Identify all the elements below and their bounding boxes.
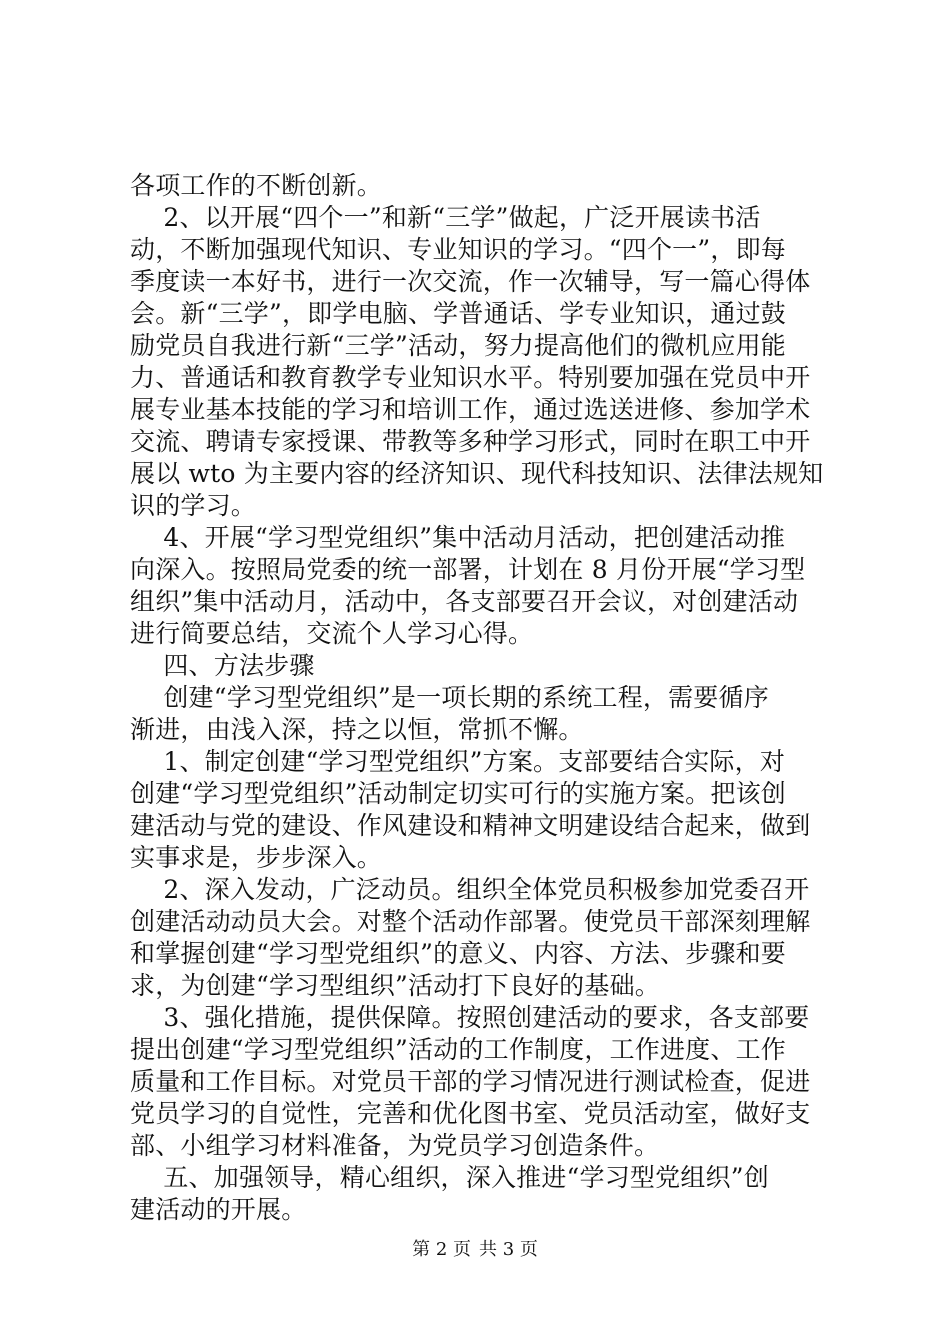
text-line: 建活动的开展。 <box>130 1195 307 1224</box>
page-total: 共 3 页 <box>479 1239 538 1260</box>
text-line: 4、开展“学习型党组织”集中活动月活动，把创建活动推 <box>130 523 786 552</box>
text-line: 各项工作的不断创新。 <box>130 171 383 200</box>
paragraph <box>130 650 830 682</box>
page-footer <box>0 1235 950 1261</box>
text-line: 展专业基本技能的学习和培训工作，通过选送进修、参加学术 <box>130 395 811 424</box>
text-line: 励党员自我进行新“三学”活动，努力提高他们的微机应用能 <box>130 331 786 360</box>
text-line: 1、制定创建“学习型党组织”方案。支部要结合实际，对 <box>130 747 786 776</box>
text-line: 进行简要总结，交流个人学习心得。 <box>130 619 534 648</box>
paragraph <box>130 746 830 874</box>
text-line: 创建“学习型党组织”是一项长期的系统工程，需要循序 <box>130 683 769 712</box>
paragraph <box>130 522 830 650</box>
text-line: 五、加强领导，精心组织，深入推进“学习型党组织”创 <box>130 1163 769 1192</box>
text-line: 季度读一本好书，进行一次交流，作一次辅导，写一篇心得体 <box>130 267 811 296</box>
text-line: 建活动与党的建设、作风建设和精神文明建设结合起来，做到 <box>130 811 811 840</box>
paragraph <box>130 1002 830 1162</box>
text-line: 组织”集中活动月，活动中，各支部要召开会议，对创建活动 <box>130 587 799 616</box>
text-line: 力、普通话和教育教学专业知识水平。特别要加强在党员中开 <box>130 363 811 392</box>
text-line: 2、以开展“四个一”和新“三学”做起，广泛开展读书活 <box>130 203 761 232</box>
document-body <box>130 170 830 1226</box>
text-line: 向深入。按照局党委的统一部署，计划在 8 月份开展“学习型 <box>130 555 806 584</box>
page-number: 第 2 页 <box>412 1239 471 1260</box>
paragraph <box>130 202 830 522</box>
text-line: 四、方法步骤 <box>130 651 315 680</box>
text-line: 实事求是，步步深入。 <box>130 843 383 872</box>
paragraph <box>130 874 830 1002</box>
text-line: 2、深入发动，广泛动员。组织全体党员积极参加党委召开 <box>130 875 810 904</box>
text-line: 交流、聘请专家授课、带教等多种学习形式，同时在职工中开 <box>130 427 811 456</box>
text-line: 会。新“三学”，即学电脑、学普通话、学专业知识，通过鼓 <box>130 299 786 328</box>
text-line: 求，为创建“学习型组织”活动打下良好的基础。 <box>130 971 660 1000</box>
text-line: 提出创建“学习型党组织”活动的工作制度，工作进度、工作 <box>130 1035 786 1064</box>
text-line: 质量和工作目标。对党员干部的学习情况进行测试检查，促进 <box>130 1067 811 1096</box>
paragraph <box>130 170 830 202</box>
text-line: 党员学习的自觉性，完善和优化图书室、党员活动室，做好支 <box>130 1099 811 1128</box>
paragraph <box>130 1162 830 1226</box>
text-line: 渐进，由浅入深，持之以恒，常抓不懈。 <box>130 715 584 744</box>
text-line: 部、小组学习材料准备，为党员学习创造条件。 <box>130 1131 660 1160</box>
paragraph <box>130 682 830 746</box>
text-line: 和掌握创建“学习型党组织”的意义、内容、方法、步骤和要 <box>130 939 786 968</box>
text-line: 3、强化措施，提供保障。按照创建活动的要求，各支部要 <box>130 1003 810 1032</box>
text-line: 创建活动动员大会。对整个活动作部署。使党员干部深刻理解 <box>130 907 811 936</box>
text-line: 展以 wto 为主要内容的经济知识、现代科技知识、法律法规知 <box>130 459 824 488</box>
text-line: 动，不断加强现代知识、专业知识的学习。“四个一”，即每 <box>130 235 786 264</box>
text-line: 创建“学习型党组织”活动制定切实可行的实施方案。把该创 <box>130 779 786 808</box>
text-line: 识的学习。 <box>130 491 257 520</box>
